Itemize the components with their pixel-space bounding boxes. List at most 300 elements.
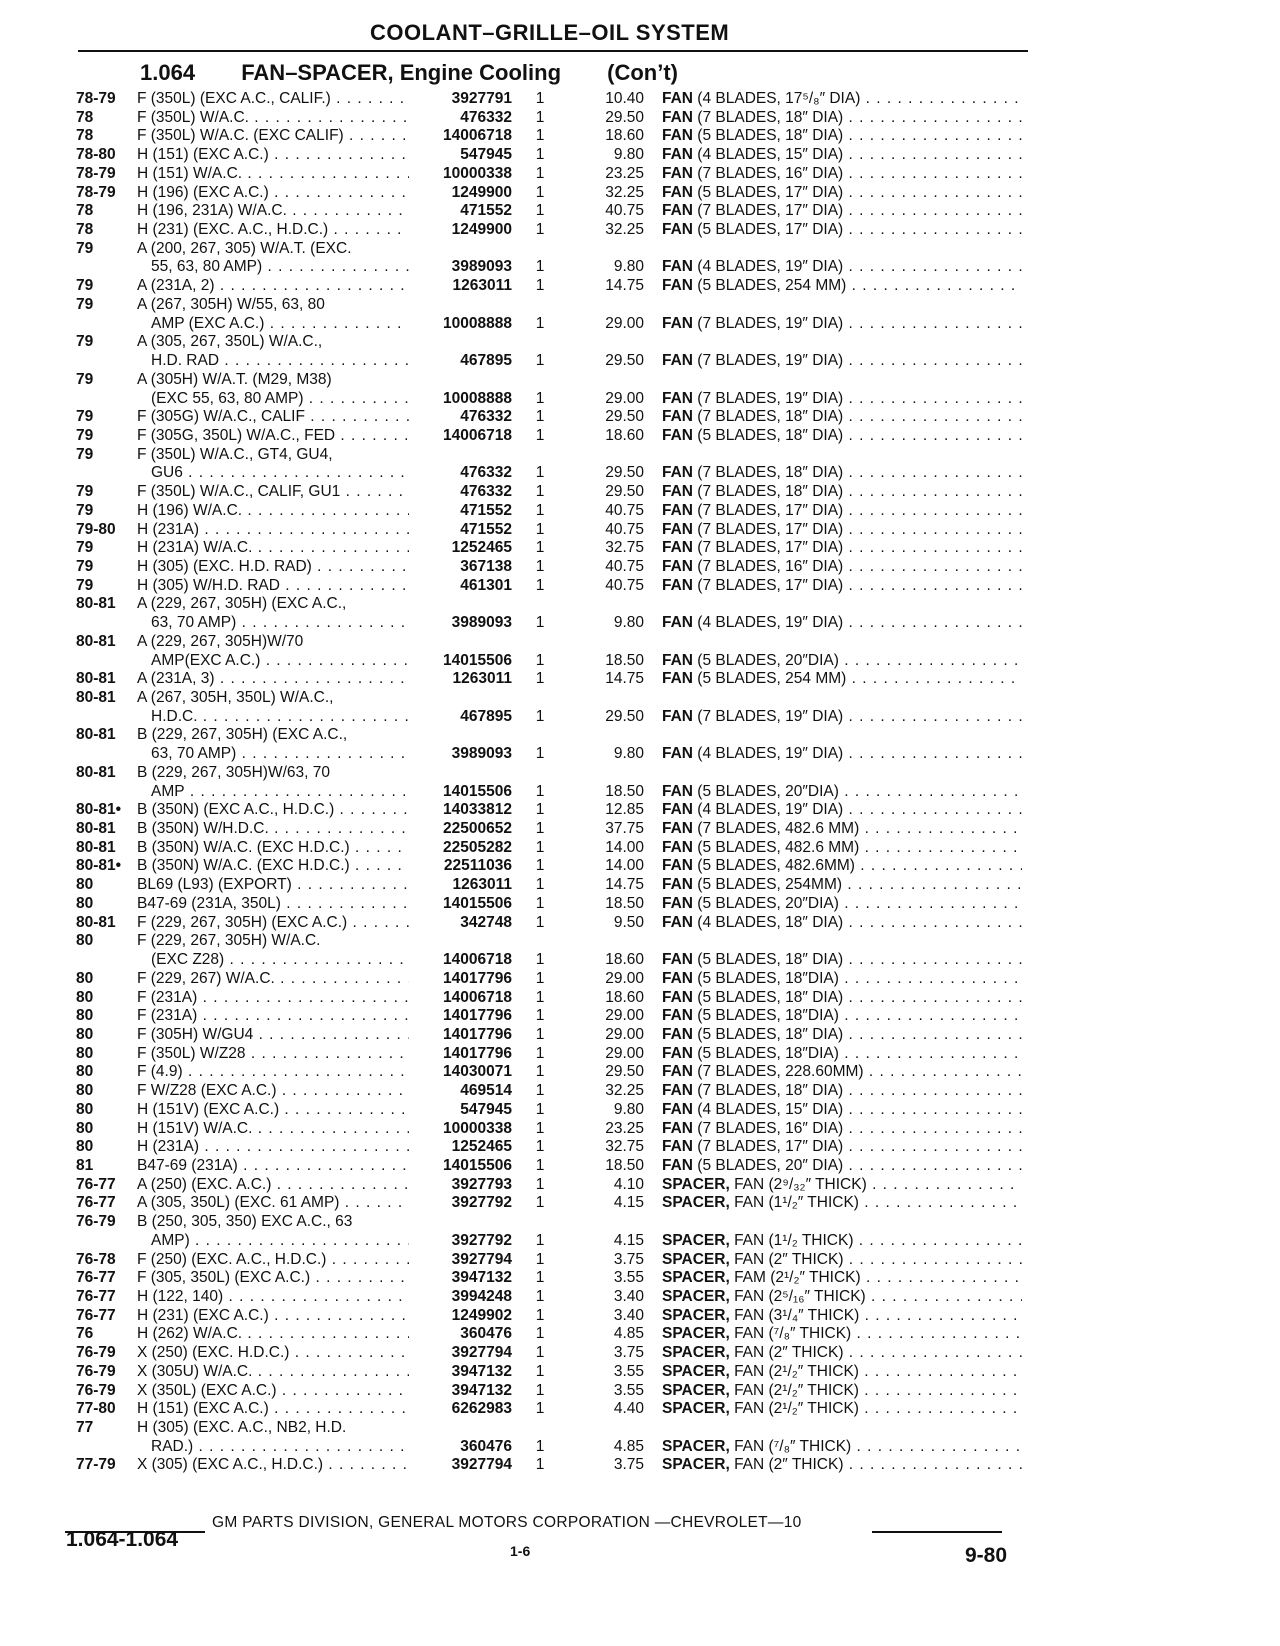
row-part-name	[662, 1400, 1022, 1419]
row-quantity: 1	[535, 1231, 545, 1249]
row-quantity: 1	[535, 277, 545, 295]
row-year: 77-79	[76, 1456, 116, 1474]
row-quantity: 1	[535, 913, 545, 931]
table-row	[0, 1344, 1280, 1363]
section-number: 1.064	[140, 60, 196, 85]
row-part-name-bold: FAN	[662, 838, 693, 856]
footer-date: 9-80	[965, 1544, 1008, 1567]
row-part-name	[662, 652, 1022, 671]
row-price: 3.75	[613, 1344, 644, 1362]
row-year: 80-81	[76, 689, 116, 706]
row-part-name	[662, 1026, 1022, 1045]
row-quantity: 1	[535, 838, 545, 856]
row-part-name-bold: FAN	[662, 614, 693, 632]
row-description: A (200, 267, 305) W/A.T. (EXC.	[137, 239, 352, 257]
row-part-name	[662, 1307, 1022, 1326]
row-year: 80-81	[76, 632, 116, 650]
row-price: 29.00	[605, 1044, 644, 1062]
row-price: 14.75	[605, 876, 644, 894]
table-row	[0, 1026, 1280, 1045]
row-part-number: 3947132	[451, 1362, 512, 1380]
table-row	[0, 914, 1280, 933]
row-year: 76-79	[76, 1381, 116, 1399]
row-part-number: 14006718	[443, 951, 512, 969]
row-price: 29.50	[605, 352, 644, 370]
row-part-name-bold: SPACER,	[662, 1194, 730, 1212]
row-quantity: 1	[535, 1325, 545, 1343]
row-part-number: 3927794	[451, 1344, 512, 1362]
row-part-name-bold: FAN	[662, 913, 693, 931]
row-part-name	[662, 1101, 1022, 1120]
row-part-name-detail: (5 BLADES, 18″ DIA)	[693, 951, 844, 969]
row-price: 4.85	[613, 1437, 644, 1455]
row-price: 14.75	[605, 670, 644, 688]
footer-section-ref: 1.064-1.064	[66, 1528, 179, 1551]
row-part-name-detail: FAN (2⁹/₃₂″ THICK)	[729, 1175, 867, 1193]
table-row	[0, 839, 1280, 858]
row-year: 80-81•	[76, 801, 122, 819]
row-part-number: 3927794	[451, 1456, 512, 1474]
row-description: H (151) (EXC A.C.) . . .	[137, 146, 409, 165]
row-quantity: 1	[535, 876, 545, 894]
row-price: 40.75	[605, 501, 644, 519]
row-description: A (229, 267, 305H) (EXC A.C.,	[137, 595, 347, 613]
row-part-name-detail: (7 BLADES, 17″ DIA)	[693, 1138, 844, 1156]
row-year: 79	[76, 408, 94, 426]
row-part-name	[662, 558, 1022, 577]
parts-list	[0, 90, 1280, 1475]
table-row	[0, 521, 1280, 540]
row-quantity: 1	[535, 1156, 545, 1174]
table-row	[0, 1045, 1280, 1064]
row-price: 10.40	[605, 90, 644, 107]
row-part-name	[662, 895, 1022, 914]
row-quantity: 1	[535, 90, 545, 107]
row-quantity: 1	[535, 1063, 545, 1081]
row-description: X (350L) (EXC A.C.) . . .	[137, 1382, 409, 1401]
row-price: 40.75	[605, 520, 644, 538]
row-part-name-bold: FAN	[662, 876, 693, 894]
row-part-name-bold: FAN	[662, 1007, 693, 1025]
table-row	[0, 90, 1280, 109]
row-part-name	[662, 258, 1022, 277]
row-description: A (229, 267, 305H)W/70	[137, 632, 304, 650]
row-description: H (231) (EXC A.C.) . . .	[137, 1307, 409, 1326]
row-description: A (267, 305H, 350L) W/A.C.,	[137, 689, 334, 706]
row-part-name	[662, 1251, 1022, 1270]
row-price: 32.75	[605, 1138, 644, 1156]
row-part-name-detail: FAN (⁷/₈″ THICK)	[729, 1437, 852, 1455]
table-row	[0, 315, 1280, 334]
row-price: 14.00	[605, 857, 644, 875]
row-price: 18.60	[605, 988, 644, 1006]
row-part-name	[662, 1176, 1022, 1195]
row-part-name	[662, 876, 1022, 895]
row-part-number: 3927794	[451, 1250, 512, 1268]
table-row	[0, 633, 1280, 652]
row-part-name	[662, 783, 1022, 802]
row-part-name-detail: (5 BLADES, 18″ DIA)	[693, 1025, 844, 1043]
row-year: 80	[76, 1082, 94, 1100]
row-part-name	[662, 1045, 1022, 1064]
row-part-number: 1263011	[452, 876, 512, 894]
row-description: A (305H) W/A.T. (M29, M38)	[137, 370, 332, 388]
section-name: FAN–SPACER, Engine Cooling	[241, 60, 562, 85]
table-row	[0, 427, 1280, 446]
row-part-name-bold: FAN	[662, 670, 693, 688]
row-quantity: 1	[535, 1381, 545, 1399]
row-part-name	[662, 1456, 1022, 1475]
row-part-name-bold: FAN	[662, 501, 693, 519]
row-part-name	[662, 521, 1022, 540]
row-year: 80-81	[76, 670, 116, 688]
row-year: 79-80	[76, 520, 116, 538]
row-quantity: 1	[535, 576, 545, 594]
row-part-name	[662, 483, 1022, 502]
table-row	[0, 1269, 1280, 1288]
row-description: H (196) (EXC A.C.) . . .	[137, 184, 409, 203]
row-year: 80	[76, 1007, 94, 1025]
footer-rule-right	[872, 1531, 1002, 1533]
row-description: AMP . . .	[137, 783, 409, 802]
row-price: 40.75	[605, 202, 644, 220]
row-part-name	[662, 670, 1022, 689]
row-part-name-detail: (5 BLADES, 254 MM)	[693, 277, 847, 295]
row-year: 80-81	[76, 838, 116, 856]
row-part-name	[662, 1007, 1022, 1026]
table-row	[0, 502, 1280, 521]
table-row	[0, 708, 1280, 727]
row-quantity: 1	[535, 1138, 545, 1156]
row-part-name-bold: FAN	[662, 1025, 693, 1043]
row-quantity: 1	[535, 1025, 545, 1043]
row-price: 3.40	[613, 1288, 644, 1305]
row-quantity: 1	[535, 202, 545, 220]
table-row	[0, 876, 1280, 895]
row-price: 9.80	[613, 146, 644, 164]
row-description: B (350N) W/A.C. (EXC H.D.C.) . . .	[137, 839, 409, 858]
row-description: F (250) (EXC. A.C., H.D.C.) . . .	[137, 1251, 409, 1270]
row-description: F (231A) . . .	[137, 1007, 409, 1026]
table-row	[0, 745, 1280, 764]
row-part-name-detail: (5 BLADES, 20″ DIA)	[693, 1156, 844, 1174]
row-part-name	[662, 1194, 1022, 1213]
row-part-name-bold: FAN	[662, 464, 693, 482]
row-description: A (231A, 2) . . .	[137, 277, 409, 296]
row-year: 80-81•	[76, 857, 122, 875]
row-description: F (350L) W/A.C., GT4, GU4,	[137, 445, 333, 463]
row-part-name-detail: (5 BLADES, 482.6MM)	[693, 857, 855, 875]
row-part-name-bold: FAN	[662, 483, 693, 501]
row-description: F (350L) W/Z28 . . .	[137, 1045, 409, 1064]
row-part-name-detail: (5 BLADES, 482.6 MM)	[693, 838, 860, 856]
row-description: F (305G, 350L) W/A.C., FED . . .	[137, 427, 409, 446]
row-part-number: 14006718	[443, 426, 512, 444]
row-description: H (196) W/A.C. . . .	[137, 502, 409, 521]
row-part-name-detail: (7 BLADES, 19″ DIA)	[693, 352, 844, 370]
row-quantity: 1	[535, 1100, 545, 1118]
table-row	[0, 109, 1280, 128]
row-price: 29.00	[605, 314, 644, 332]
row-part-name-detail: (5 BLADES, 254 MM)	[693, 670, 847, 688]
row-part-name	[662, 1438, 1022, 1457]
row-price: 32.25	[605, 1082, 644, 1100]
row-description: F (305H) W/GU4 . . .	[137, 1026, 409, 1045]
row-quantity: 1	[535, 951, 545, 969]
row-quantity: 1	[535, 857, 545, 875]
row-quantity: 1	[535, 1437, 545, 1455]
row-part-name	[662, 315, 1022, 334]
row-price: 40.75	[605, 557, 644, 575]
row-part-name-detail: (4 BLADES, 18″ DIA)	[693, 913, 844, 931]
row-part-name-detail: (5 BLADES, 17″ DIA)	[693, 183, 844, 201]
row-part-number: 1249900	[451, 183, 512, 201]
table-row	[0, 558, 1280, 577]
table-row	[0, 1138, 1280, 1157]
row-part-name-detail: (7 BLADES, 16″ DIA)	[693, 164, 844, 182]
row-year: 80	[76, 894, 94, 912]
row-part-number: 10000338	[443, 1119, 512, 1137]
row-part-name-detail: (5 BLADES, 18″ DIA)	[693, 988, 844, 1006]
row-year: 80	[76, 932, 94, 950]
row-quantity: 1	[535, 1194, 545, 1212]
table-row	[0, 595, 1280, 614]
row-quantity: 1	[535, 221, 545, 239]
row-description: B47-69 (231A, 350L) . . .	[137, 895, 409, 914]
row-part-number: 476332	[460, 408, 512, 426]
row-description: AMP) . . .	[137, 1232, 409, 1251]
row-part-name-bold: FAN	[662, 202, 693, 220]
row-part-name-bold: FAN	[662, 1082, 693, 1100]
row-price: 29.50	[605, 483, 644, 501]
table-row	[0, 670, 1280, 689]
row-part-number: 14006718	[443, 988, 512, 1006]
row-part-number: 10008888	[443, 314, 512, 332]
row-description: H.D.C. . . .	[137, 708, 409, 727]
row-price: 9.50	[613, 913, 644, 931]
row-part-name-bold: FAN	[662, 951, 693, 969]
row-part-name	[662, 427, 1022, 446]
row-quantity: 1	[535, 1044, 545, 1062]
row-part-name-bold: SPACER,	[662, 1325, 730, 1343]
row-price: 18.50	[605, 894, 644, 912]
row-year: 79	[76, 277, 94, 295]
row-year: 80-81	[76, 595, 116, 613]
row-description: H (231A) W/A.C. . . .	[137, 539, 409, 558]
row-year: 77-80	[76, 1400, 116, 1418]
table-row	[0, 539, 1280, 558]
row-description: X (250) (EXC. H.D.C.) . . .	[137, 1344, 409, 1363]
table-row	[0, 184, 1280, 203]
row-quantity: 1	[535, 1288, 545, 1305]
row-year: 80-81	[76, 726, 116, 744]
row-part-name	[662, 1325, 1022, 1344]
row-part-name-detail: FAN (3¹/₄″ THICK)	[729, 1306, 860, 1324]
row-part-name-detail: FAN (2⁵/₁₆″ THICK)	[729, 1288, 866, 1305]
row-price: 18.60	[605, 426, 644, 444]
header-rule	[78, 50, 1028, 52]
row-quantity: 1	[535, 146, 545, 164]
row-quantity: 1	[535, 127, 545, 145]
row-part-name-bold: SPACER,	[662, 1250, 730, 1268]
row-part-name-bold: SPACER,	[662, 1175, 730, 1193]
row-part-number: 3927791	[451, 90, 512, 107]
row-part-number: 3989093	[451, 614, 512, 632]
row-part-name	[662, 109, 1022, 128]
row-part-name-bold: FAN	[662, 90, 693, 107]
row-description: H (305) (EXC. A.C., NB2, H.D.	[137, 1419, 347, 1437]
row-part-name-bold: FAN	[662, 651, 693, 669]
row-description: B (350N) (EXC A.C., H.D.C.) . . .	[137, 801, 409, 820]
row-year: 79	[76, 426, 94, 444]
table-row	[0, 240, 1280, 259]
table-row	[0, 390, 1280, 409]
row-price: 3.55	[613, 1362, 644, 1380]
row-part-name	[662, 1363, 1022, 1382]
row-part-number: 476332	[460, 108, 512, 126]
row-part-name-detail: (7 BLADES, 17″ DIA)	[693, 576, 844, 594]
row-year: 80	[76, 1119, 94, 1137]
row-part-name-bold: FAN	[662, 146, 693, 164]
page-title: COOLANT–GRILLE–OIL SYSTEM	[370, 20, 730, 45]
row-part-name-detail: (7 BLADES, 18″ DIA)	[693, 108, 844, 126]
row-quantity: 1	[535, 258, 545, 276]
row-description: B (250, 305, 350) EXC A.C., 63	[137, 1213, 353, 1231]
table-row	[0, 446, 1280, 465]
row-description: F (350L) W/A.C. (EXC CALIF) . . .	[137, 127, 409, 146]
row-part-name-detail: (5 BLADES, 18″ DIA)	[693, 127, 844, 145]
row-part-name	[662, 1120, 1022, 1139]
row-part-name-bold: FAN	[662, 408, 693, 426]
row-part-name-detail: (5 BLADES, 20″DIA)	[693, 782, 839, 800]
row-part-name-bold: FAN	[662, 1156, 693, 1174]
row-part-number: 14017796	[443, 1025, 512, 1043]
row-part-name-detail: (4 BLADES, 19″ DIA)	[693, 745, 844, 763]
row-part-name-bold: FAN	[662, 426, 693, 444]
row-description: H (231) (EXC. A.C., H.D.C.) . . .	[137, 221, 409, 240]
row-year: 80	[76, 1044, 94, 1062]
row-price: 4.85	[613, 1325, 644, 1343]
table-row	[0, 801, 1280, 820]
table-row	[0, 1007, 1280, 1026]
table-row	[0, 1363, 1280, 1382]
table-row	[0, 1120, 1280, 1139]
row-description: H (262) W/A.C. . . .	[137, 1325, 409, 1344]
table-row	[0, 371, 1280, 390]
row-description: 63, 70 AMP) . . .	[137, 614, 409, 633]
row-price: 18.50	[605, 651, 644, 669]
row-part-number: 3927792	[451, 1231, 512, 1249]
row-year: 80	[76, 969, 94, 987]
row-description: H (151V) W/A.C. . . .	[137, 1120, 409, 1139]
row-description: H (196, 231A) W/A.C. . . .	[137, 202, 409, 221]
row-part-number: 14015506	[443, 782, 512, 800]
row-description: RAD.) . . .	[137, 1438, 409, 1457]
row-year: 78-80	[76, 146, 116, 164]
row-part-name	[662, 614, 1022, 633]
row-year: 76-79	[76, 1362, 116, 1380]
row-part-name-bold: SPACER,	[662, 1456, 730, 1474]
table-row	[0, 1213, 1280, 1232]
row-part-name	[662, 1082, 1022, 1101]
row-part-number: 461301	[460, 576, 512, 594]
table-row	[0, 689, 1280, 708]
row-price: 3.55	[613, 1381, 644, 1399]
row-part-name-detail: FAN (2¹/₂″ THICK)	[729, 1381, 859, 1399]
row-year: 79	[76, 557, 94, 575]
row-year: 78	[76, 108, 94, 126]
row-price: 9.80	[613, 258, 644, 276]
row-part-number: 14017796	[443, 1007, 512, 1025]
row-part-number: 367138	[460, 557, 512, 575]
row-part-number: 1249902	[451, 1306, 512, 1324]
row-part-number: 471552	[460, 202, 512, 220]
row-part-number: 3947132	[451, 1381, 512, 1399]
row-year: 78-79	[76, 183, 116, 201]
row-part-name-detail: (4 BLADES, 19″ DIA)	[693, 801, 844, 819]
row-part-name-bold: FAN	[662, 707, 693, 725]
table-row	[0, 577, 1280, 596]
row-part-number: 22500652	[443, 820, 512, 838]
row-part-number: 1252465	[451, 1138, 512, 1156]
table-row	[0, 483, 1280, 502]
row-year: 76-79	[76, 1344, 116, 1362]
row-part-name-bold: FAN	[662, 1063, 693, 1081]
table-row	[0, 127, 1280, 146]
row-part-name-bold: FAN	[662, 894, 693, 912]
table-row	[0, 1251, 1280, 1270]
row-part-name-detail: (5 BLADES, 18″DIA)	[693, 1044, 839, 1062]
row-quantity: 1	[535, 108, 545, 126]
row-quantity: 1	[535, 314, 545, 332]
row-year: 78	[76, 127, 94, 145]
table-row	[0, 1082, 1280, 1101]
table-row	[0, 1382, 1280, 1401]
row-part-name-detail: (7 BLADES, 17″ DIA)	[693, 520, 844, 538]
row-price: 3.75	[613, 1456, 644, 1474]
row-part-name-bold: FAN	[662, 277, 693, 295]
row-part-number: 6262983	[451, 1400, 512, 1418]
row-part-number: 1263011	[452, 670, 512, 688]
row-quantity: 1	[535, 164, 545, 182]
row-part-number: 10000338	[443, 164, 512, 182]
row-part-number: 14015506	[443, 651, 512, 669]
row-price: 18.50	[605, 1156, 644, 1174]
row-part-number: 1249900	[451, 221, 512, 239]
row-part-name-detail: (4 BLADES, 15″ DIA)	[693, 1100, 844, 1118]
row-description: F (350L) W/A.C., CALIF, GU1 . . .	[137, 483, 409, 502]
row-description: B (350N) W/A.C. (EXC H.D.C.) . . .	[137, 857, 409, 876]
row-part-name-bold: SPACER,	[662, 1231, 730, 1249]
row-part-name	[662, 708, 1022, 727]
row-quantity: 1	[535, 501, 545, 519]
row-part-name-bold: FAN	[662, 801, 693, 819]
table-row	[0, 1101, 1280, 1120]
row-part-name-bold: FAN	[662, 127, 693, 145]
row-part-name	[662, 1138, 1022, 1157]
row-part-name-bold: SPACER,	[662, 1437, 730, 1455]
row-part-name-bold: FAN	[662, 520, 693, 538]
row-description: F (231A) . . .	[137, 989, 409, 1008]
table-row	[0, 951, 1280, 970]
row-part-name-bold: FAN	[662, 258, 693, 276]
table-row	[0, 652, 1280, 671]
row-year: 79	[76, 295, 94, 313]
table-row	[0, 1307, 1280, 1326]
row-part-name	[662, 1232, 1022, 1251]
row-quantity: 1	[535, 426, 545, 444]
row-year: 80	[76, 988, 94, 1006]
